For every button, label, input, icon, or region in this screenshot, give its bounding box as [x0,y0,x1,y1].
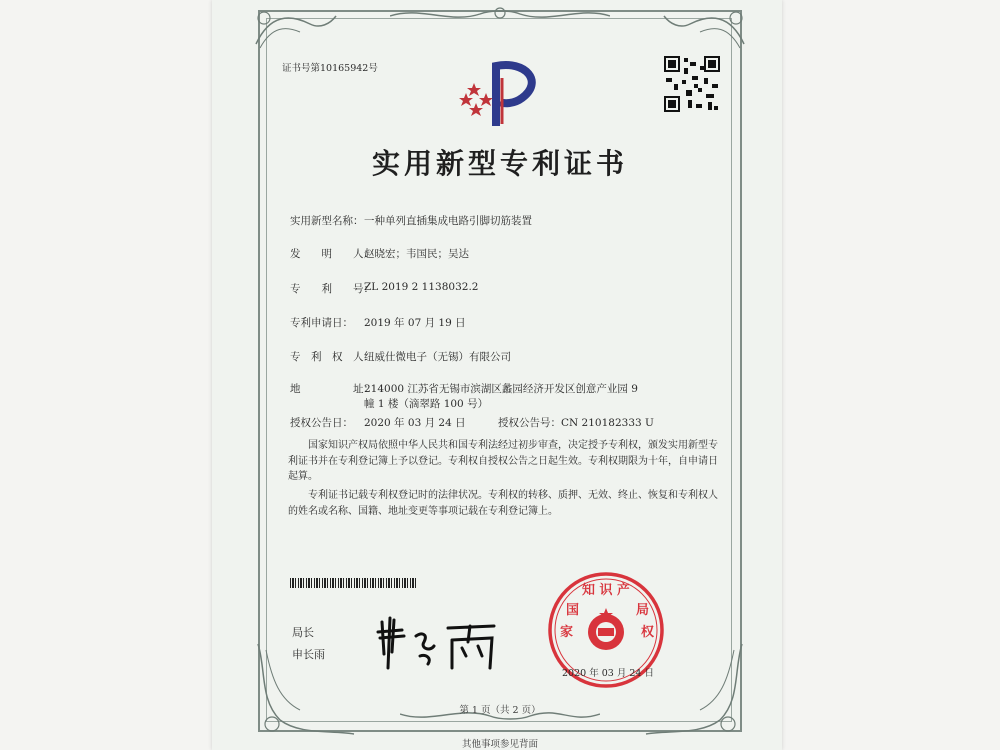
field-label-filing-date: 专利申请日： [290,317,353,329]
field-label-patentee: 专 利 权 人： [290,351,374,363]
svg-text:权: 权 [641,625,655,640]
certificate-title: 实用新型专利证书 [371,147,628,180]
cnipa-logo-icon [456,58,546,130]
corner-ornament-top-left [250,4,340,54]
svg-text:国: 国 [566,603,580,618]
seal-date: 2020 年 03 月 24 日 [562,668,654,679]
field-label-grant-date: 授权公告日： [290,417,353,429]
corner-ornament-top-right [660,4,750,54]
qr-code-icon [664,56,720,112]
field-value-name: 一种单列直插集成电路引脚切筋装置 [364,215,532,227]
field-label-name: 实用新型名称： [290,215,364,227]
top-center-ornament [390,4,610,26]
field-value-patent-number: ZL 2019 2 1138032.2 [364,281,479,293]
svg-text:知 识 产: 知 识 产 [581,583,631,598]
field-value-address: 214000 江苏省无锡市滨湖区蠡园经济开发区创意产业园 9 [364,383,638,395]
field-label-patent-number: 专 利 号： [290,283,374,295]
director-title: 局长 [292,626,314,639]
footer-note: 其他事项参见背面 [461,739,538,750]
legal-status-paragraph: 专利证书记载专利权登记时的法律状况。专利权的转移、质押、无效、终止、恢复和专利权人的姓名或名称、国籍、地址变更等事项记载在专利登记簿上。 [288,490,718,517]
director-name: 申长雨 [292,648,325,661]
svg-text:局: 局 [636,603,650,618]
field-label-inventors: 发 明 人： [290,248,374,260]
field-value-inventors: 赵晓宏；韦国民；吴达 [364,248,469,260]
field-label-address: 地 址： [290,383,374,395]
page-label: 第 1 页（共 2 页） [459,705,541,716]
signature-icon [372,612,502,672]
field-value-filing-date: 2019 年 07 月 19 日 [364,317,466,329]
certificate-number: 证书号第10165942号 [282,63,378,74]
announcement-number: 授权公告号：CN 210182333 U [498,417,654,429]
field-value-address-line2: 幢 1 楼（滴翠路 100 号） [364,398,489,410]
field-value-patentee: 纽威仕微电子（无锡）有限公司 [364,351,511,363]
field-value-grant-date: 2020 年 03 月 24 日 [364,417,466,429]
barcode-icon [290,578,418,588]
grant-paragraph: 国家知识产权局依照中华人民共和国专利法经过初步审查，决定授予专利权，颁发实用新型专利证书并在专利登记簿上予以登记。专利权自授权公告之日起生效。专利权期限为十年，自申请日起算。 [288,440,718,482]
svg-text:家: 家 [560,625,574,640]
